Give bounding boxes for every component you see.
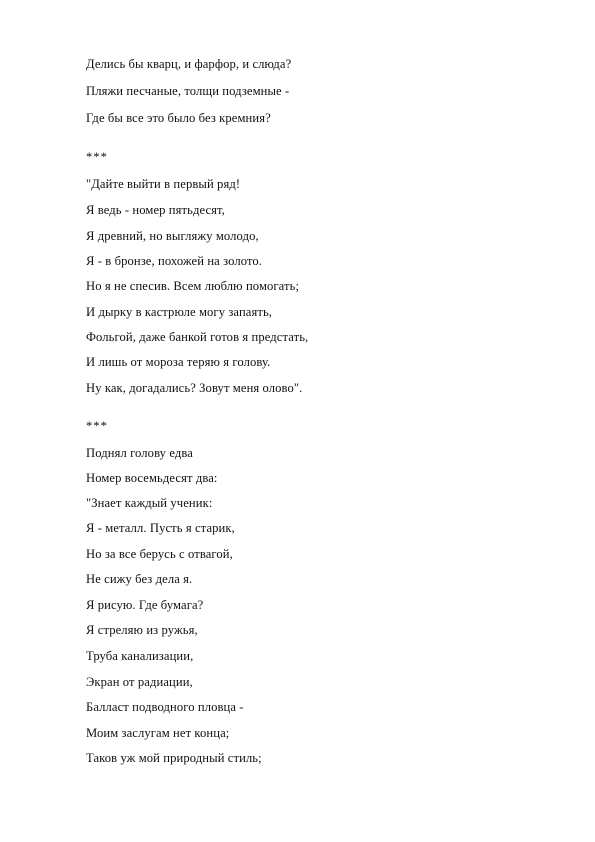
stanza3-line-4: Я - металл. Пусть я старик, (86, 521, 235, 535)
stanza2-line-6: И дырку в кастрюле могу запаять, (86, 305, 273, 319)
stanza3-line-2: Номер восемьдесят два: (86, 471, 218, 485)
stanza3-line-12: Моим заслугам нет конца; (86, 726, 230, 740)
separator-2: *** (86, 419, 108, 433)
stanza3-line-7: Я рисую. Где бумага? (86, 598, 204, 612)
stanza3-line-10: Экран от радиации, (86, 675, 193, 689)
stanza2-line-1: "Дайте выйти в первый ряд! (86, 177, 241, 191)
stanza2-line-5: Но я не спесив. Всем люблю помогать; (86, 279, 300, 293)
stanza2-line-2: Я ведь - номер пятьдесят, (86, 203, 225, 217)
stanza1-line-2: Пляжи песчаные, толщи подземные - (86, 84, 290, 98)
stanza3-line-5: Но за все берусь с отвагой, (86, 547, 233, 561)
stanza2-line-8: И лишь от мороза теряю я голову. (86, 355, 271, 369)
stanza3-line-9: Труба канализации, (86, 649, 194, 663)
stanza2-line-9: Ну как, догадались? Зовут меня олово". (86, 381, 303, 395)
stanza2-line-7: Фольгой, даже банкой готов я предстать, (86, 330, 309, 344)
separator-1: *** (86, 150, 108, 164)
stanza3-line-6: Не сижу без дела я. (86, 572, 193, 586)
stanza3-line-3: "Знает каждый ученик: (86, 496, 213, 510)
stanza3-line-11: Балласт подводного пловца - (86, 700, 244, 714)
stanza3-line-8: Я стреляю из ружья, (86, 623, 198, 637)
stanza1-line-1: Делись бы кварц, и фарфор, и слюда? (86, 57, 292, 71)
stanza3-line-13: Таков уж мой природный стиль; (86, 751, 262, 765)
stanza2-line-3: Я древний, но выгляжу молодо, (86, 229, 259, 243)
stanza3-line-1: Поднял голову едва (86, 446, 193, 460)
stanza1-line-3: Где бы все это было без кремния? (86, 111, 271, 125)
stanza2-line-4: Я - в бронзе, похожей на золото. (86, 254, 263, 268)
